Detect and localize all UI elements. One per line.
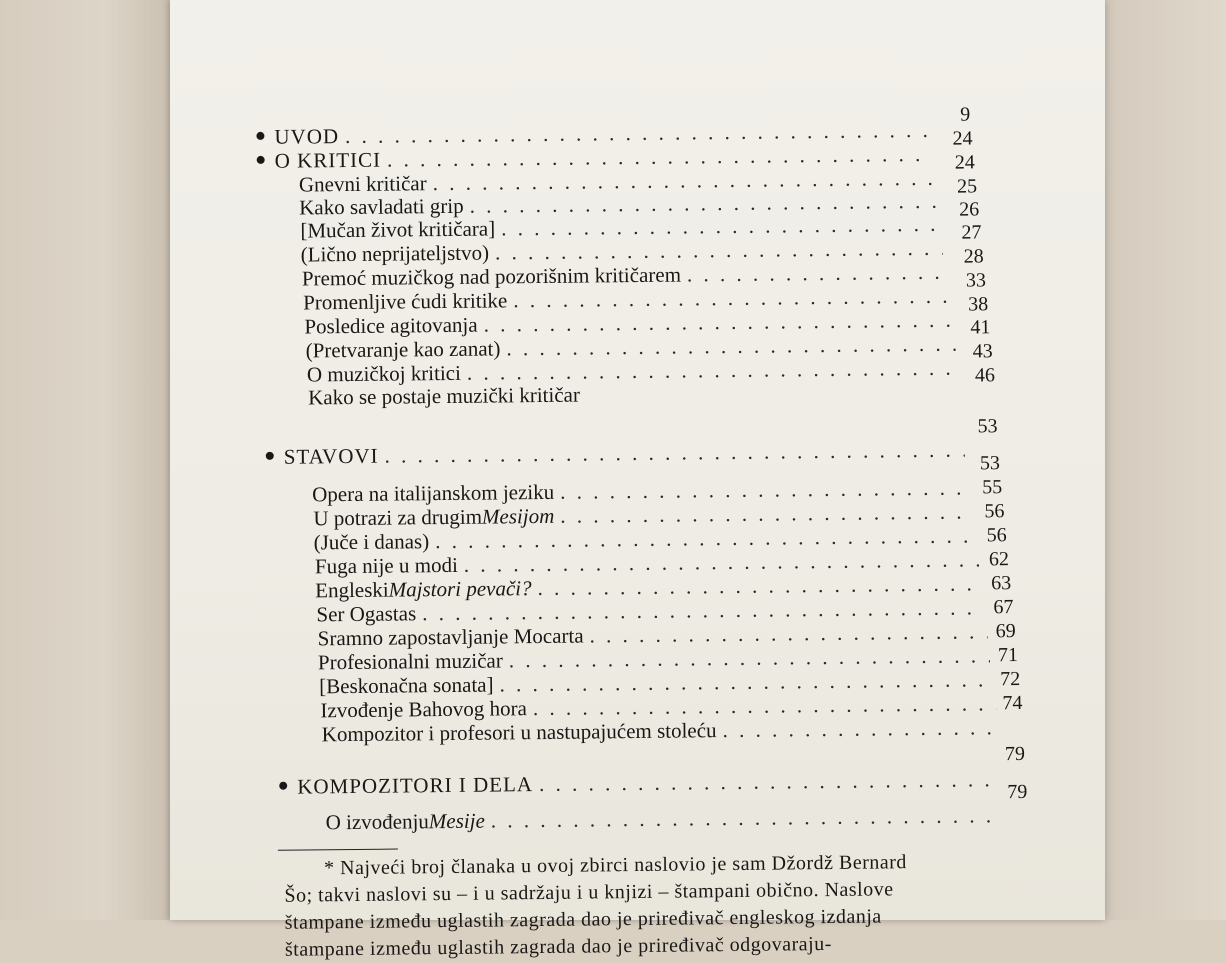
page-number: 72 (1000, 668, 1021, 691)
page-number: 53 (977, 415, 998, 438)
section-title: STAVOVI (283, 443, 379, 469)
entry-title: Promenljive ćudi kritike (303, 288, 508, 315)
bullet-icon (279, 782, 287, 790)
page-number: 38 (968, 293, 989, 316)
dot-leader (491, 803, 1000, 833)
page-number: 53 (979, 452, 1001, 475)
page-number: 55 (982, 476, 1003, 499)
entry-title-italic: Mesijom (481, 503, 555, 529)
footnote-line: štampane između uglastih zagrada dao je priređivač engleskog izdanja (284, 905, 882, 934)
page-number: 46 (974, 364, 996, 387)
section-title: KOMPOZITORI I DELA (297, 772, 534, 799)
toc-entry (325, 803, 1005, 835)
book-page (170, 0, 1105, 961)
entry-title: Opera na italijanskom jeziku (312, 479, 555, 507)
page-number: 67 (993, 596, 1014, 619)
entry-title: Ser Ogastas (316, 601, 417, 627)
toc-entry (308, 381, 768, 411)
entry-title: Fuga nije u modi (314, 552, 458, 579)
entry-title: Posledice agitovanja (304, 312, 478, 339)
entry-title: (Pretvaranje kao zanat) (305, 336, 501, 363)
page-number: 79 (1004, 742, 1026, 766)
toc-section-stavovi (266, 438, 971, 470)
entry-title: O izvođenju (325, 809, 429, 835)
entry-title: [Beskonačna sonata] (319, 672, 494, 699)
entry-title: [Mučan život kritičara] (300, 216, 496, 243)
footnote-line: Šo; takvi naslovi su – i u sadržaju i u knjizi – štampani obično. Naslove (284, 878, 894, 907)
section-title: O KRITICI (274, 147, 382, 173)
footnote-line: * Najveći broj članaka u ovoj zbirci naslovio je sam Džordž Bernard (323, 851, 907, 880)
table-of-contents (169, 0, 1114, 961)
entry-title-italic: Mesije (428, 808, 485, 834)
entry-title-italic: Majstori pevači? (388, 576, 532, 602)
bullet-icon (257, 156, 265, 164)
page-number: 56 (986, 524, 1007, 547)
page-number: 9 (960, 103, 971, 126)
bullet-icon (266, 452, 274, 460)
entry-title: Premoć muzičkog nad pozorišnim kritičarem (301, 262, 682, 291)
page-number: 43 (972, 340, 993, 363)
entry-title: Engleski (315, 577, 389, 603)
section-title: UVOD (274, 124, 340, 149)
dot-leader (722, 715, 999, 743)
page-number: 69 (995, 620, 1016, 643)
entry-title: Izvođenje Bahovog hora (320, 696, 528, 723)
entry-title: Profesionalni muzičar (317, 648, 503, 675)
entry-title: Gnevni kritičar (298, 171, 427, 197)
page-number: 56 (984, 500, 1005, 523)
page-number: 24 (952, 127, 973, 150)
page-number: 28 (963, 245, 984, 268)
entry-title: O muzičkoj kritici (306, 360, 462, 387)
footnote-line: štampane između uglastih zagrada dao je priređivač odgovaraju- (284, 932, 832, 961)
page-number: 41 (970, 316, 991, 339)
page-number: 74 (1002, 691, 1023, 715)
page-number: 27 (961, 221, 982, 244)
toc-section-kompozitori (279, 767, 999, 800)
dot-leader (539, 767, 993, 797)
bullet-icon (256, 132, 264, 140)
entry-title: U potrazi za drugim (313, 504, 483, 531)
page-number: 79 (1007, 780, 1028, 804)
footnote-rule (278, 849, 398, 851)
entry-title: Kako se postaje muzički kritičar (308, 382, 581, 410)
entry-title: Sramno zapostavljanje Mocarta (317, 623, 584, 651)
page-number: 26 (959, 198, 980, 221)
entry-title: (Juče i danas) (313, 529, 430, 555)
page-number: 33 (965, 269, 987, 292)
page-number: 71 (997, 644, 1019, 667)
entry-title: Kako savladati grip (299, 193, 464, 220)
page-number: 63 (991, 572, 1012, 595)
facing-page-edge (0, 0, 175, 920)
page-number: 62 (988, 548, 1010, 571)
entry-title: Kompozitor i profesori u nastupajućem stoleću (321, 718, 717, 747)
entry-title: (Lično neprijateljstvo) (300, 240, 490, 267)
page-number: 24 (954, 151, 975, 174)
page-number: 25 (956, 175, 978, 198)
dot-leader (384, 438, 964, 469)
